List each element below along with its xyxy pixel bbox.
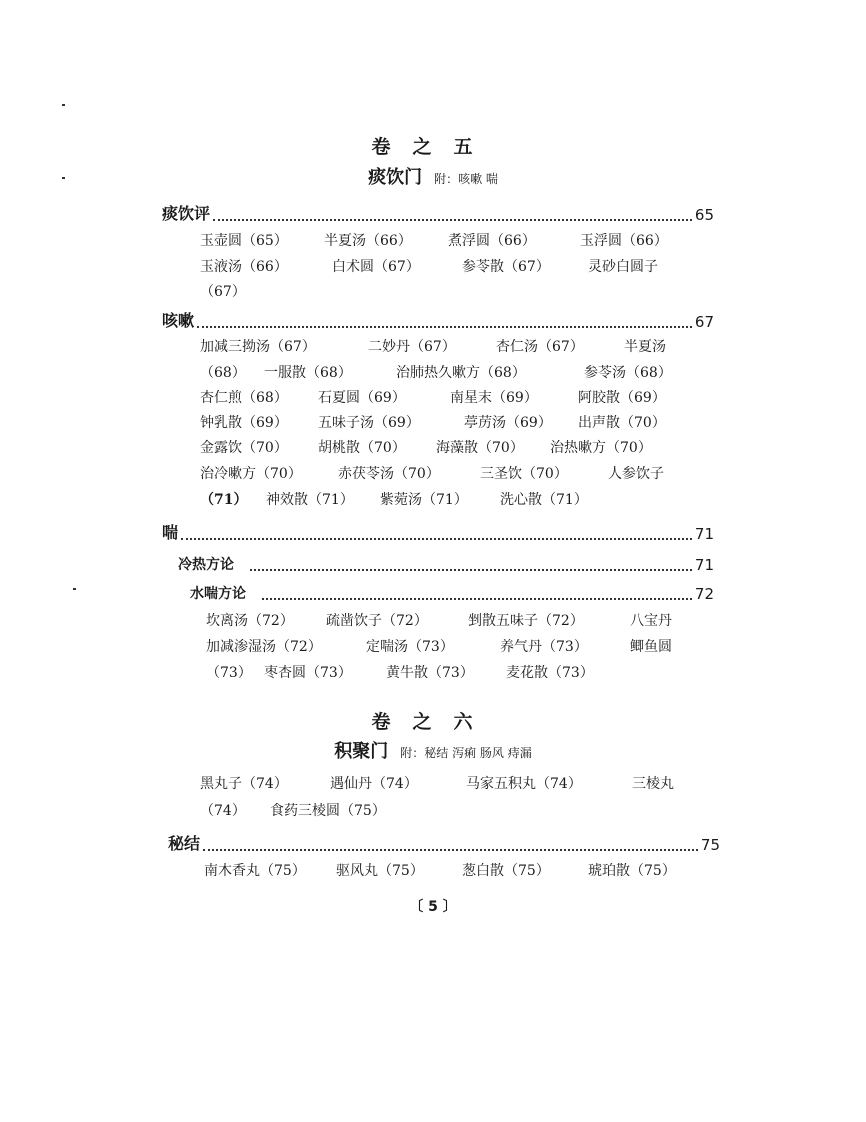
formula-item: 坎离汤（72）: [206, 613, 294, 629]
formula-item: 白术圆（67）: [332, 259, 420, 275]
leader-dots: [213, 218, 692, 221]
leader-dots: [181, 537, 692, 540]
section-title: 积聚门: [334, 741, 389, 762]
formula-item: 黄牛散（73）: [386, 665, 474, 681]
formula-item: 神效散（71）: [266, 492, 354, 508]
leader-dots: [250, 568, 692, 571]
volume-5-title: 卷之五: [371, 136, 495, 158]
formula-item: 加减三拗汤（67）: [200, 339, 316, 355]
toc-subentry-label: 冷热方论: [178, 557, 234, 573]
scan-speck: [73, 588, 76, 590]
formula-item: 养气丹（73）: [500, 639, 588, 655]
formula-item: 八宝丹: [630, 613, 672, 629]
toc-subentry[interactable]: [190, 583, 714, 603]
toc-entry-label: 喘: [162, 523, 179, 542]
toc-entry-label: 秘结: [168, 834, 201, 853]
toc-entry-page: 75: [700, 836, 720, 854]
formula-item: 杏仁汤（67）: [496, 339, 584, 355]
formula-item: 鲫鱼圆: [630, 639, 672, 655]
formula-item: 黑丸子（74）: [200, 776, 288, 792]
volume-5-section-heading: [0, 163, 866, 189]
formula-item: 参苓散（67）: [462, 259, 550, 275]
toc-subentry-label: 水喘方论: [190, 586, 246, 602]
toc-entry-page: 71: [694, 525, 714, 543]
toc-entry[interactable]: [168, 831, 720, 854]
formula-item: 枣杏圆（73）: [264, 665, 352, 681]
toc-entry[interactable]: [162, 201, 714, 224]
formula-item: 一服散（68）: [264, 365, 352, 381]
formula-item: 三圣饮（70）: [480, 466, 568, 482]
formula-item: 参苓汤（68）: [584, 365, 672, 381]
formula-item: 阿胶散（69）: [578, 390, 666, 406]
toc-subentry-page: 72: [694, 585, 714, 603]
toc-entry-page: 65: [694, 206, 714, 224]
page-number: 〔 5 〕: [409, 899, 457, 915]
formula-item: 出声散（70）: [578, 415, 666, 431]
formula-item: 南木香丸（75）: [204, 863, 306, 879]
formula-item: 赤茯苓汤（70）: [338, 466, 440, 482]
toc-entry-page: 67: [694, 313, 714, 331]
formula-item: 玉液汤（66）: [200, 259, 288, 275]
formula-item: 遇仙丹（74）: [330, 776, 418, 792]
formula-item: 加减渗湿汤（72）: [206, 639, 322, 655]
formula-item: 定喘汤（73）: [366, 639, 454, 655]
formula-item: 疏凿饮子（72）: [326, 613, 428, 629]
formula-item: 石夏圆（69）: [318, 390, 406, 406]
formula-item: 葱白散（75）: [462, 863, 550, 879]
formula-item: 紫菀汤（71）: [380, 492, 468, 508]
formula-item: 半夏汤: [624, 339, 666, 355]
leader-dots: [197, 325, 692, 328]
formula-item: 玉壶圆（65）: [200, 233, 288, 249]
section-title: 痰饮门: [368, 167, 423, 188]
formula-item: 洗心散（71）: [500, 492, 588, 508]
volume-6-title: 卷之六: [371, 711, 495, 733]
toc-entry-label: 痰饮评: [162, 204, 211, 223]
formula-item: 煮浮圆（66）: [448, 233, 536, 249]
toc-subentry-page: 71: [694, 556, 714, 574]
formula-item: （68）: [200, 365, 246, 381]
formula-item: 玉浮圆（66）: [580, 233, 668, 249]
formula-item: 治冷嗽方（70）: [200, 466, 302, 482]
formula-item: （67）: [200, 284, 246, 300]
scan-speck: [62, 104, 65, 106]
formula-item: 麦花散（73）: [506, 665, 594, 681]
toc-subentry[interactable]: [178, 554, 714, 574]
formula-item: 食药三棱圆（75）: [270, 803, 386, 819]
toc-entry-label: 咳嗽: [162, 311, 195, 330]
leader-dots: [262, 597, 692, 600]
formula-item: 南星末（69）: [450, 390, 538, 406]
volume-6-section-heading: [0, 737, 866, 763]
leader-dots: [203, 848, 698, 851]
formula-item: （71）: [200, 492, 248, 508]
formula-item: 治热嗽方（70）: [550, 440, 652, 456]
toc-entry[interactable]: [162, 308, 714, 331]
section-note: 附：咳嗽 喘: [434, 172, 498, 186]
formula-item: 钟乳散（69）: [200, 415, 288, 431]
formula-item: 马家五积丸（74）: [466, 776, 582, 792]
formula-item: 五味子汤（69）: [318, 415, 420, 431]
formula-item: （74）: [200, 803, 246, 819]
formula-item: 金露饮（70）: [200, 440, 288, 456]
toc-entry[interactable]: [162, 520, 714, 543]
formula-item: 半夏汤（66）: [324, 233, 412, 249]
formula-item: 杏仁煎（68）: [200, 390, 288, 406]
formula-item: 胡桃散（70）: [318, 440, 406, 456]
formula-item: 葶苈汤（69）: [464, 415, 552, 431]
formula-item: （73）: [206, 665, 252, 681]
formula-item: 治肺热久嗽方（68）: [396, 365, 526, 381]
formula-item: 海藻散（70）: [436, 440, 524, 456]
formula-item: 灵砂白圆子: [588, 259, 658, 275]
scan-speck: [62, 177, 65, 179]
formula-item: 剉散五味子（72）: [468, 613, 584, 629]
formula-item: 三棱丸: [632, 776, 674, 792]
formula-item: 二妙丹（67）: [368, 339, 456, 355]
formula-item: 人参饮子: [608, 466, 664, 482]
formula-item: 琥珀散（75）: [588, 863, 676, 879]
section-note: 附：秘结 泻痢 肠风 痔漏: [400, 746, 532, 760]
formula-item: 驱风丸（75）: [336, 863, 424, 879]
